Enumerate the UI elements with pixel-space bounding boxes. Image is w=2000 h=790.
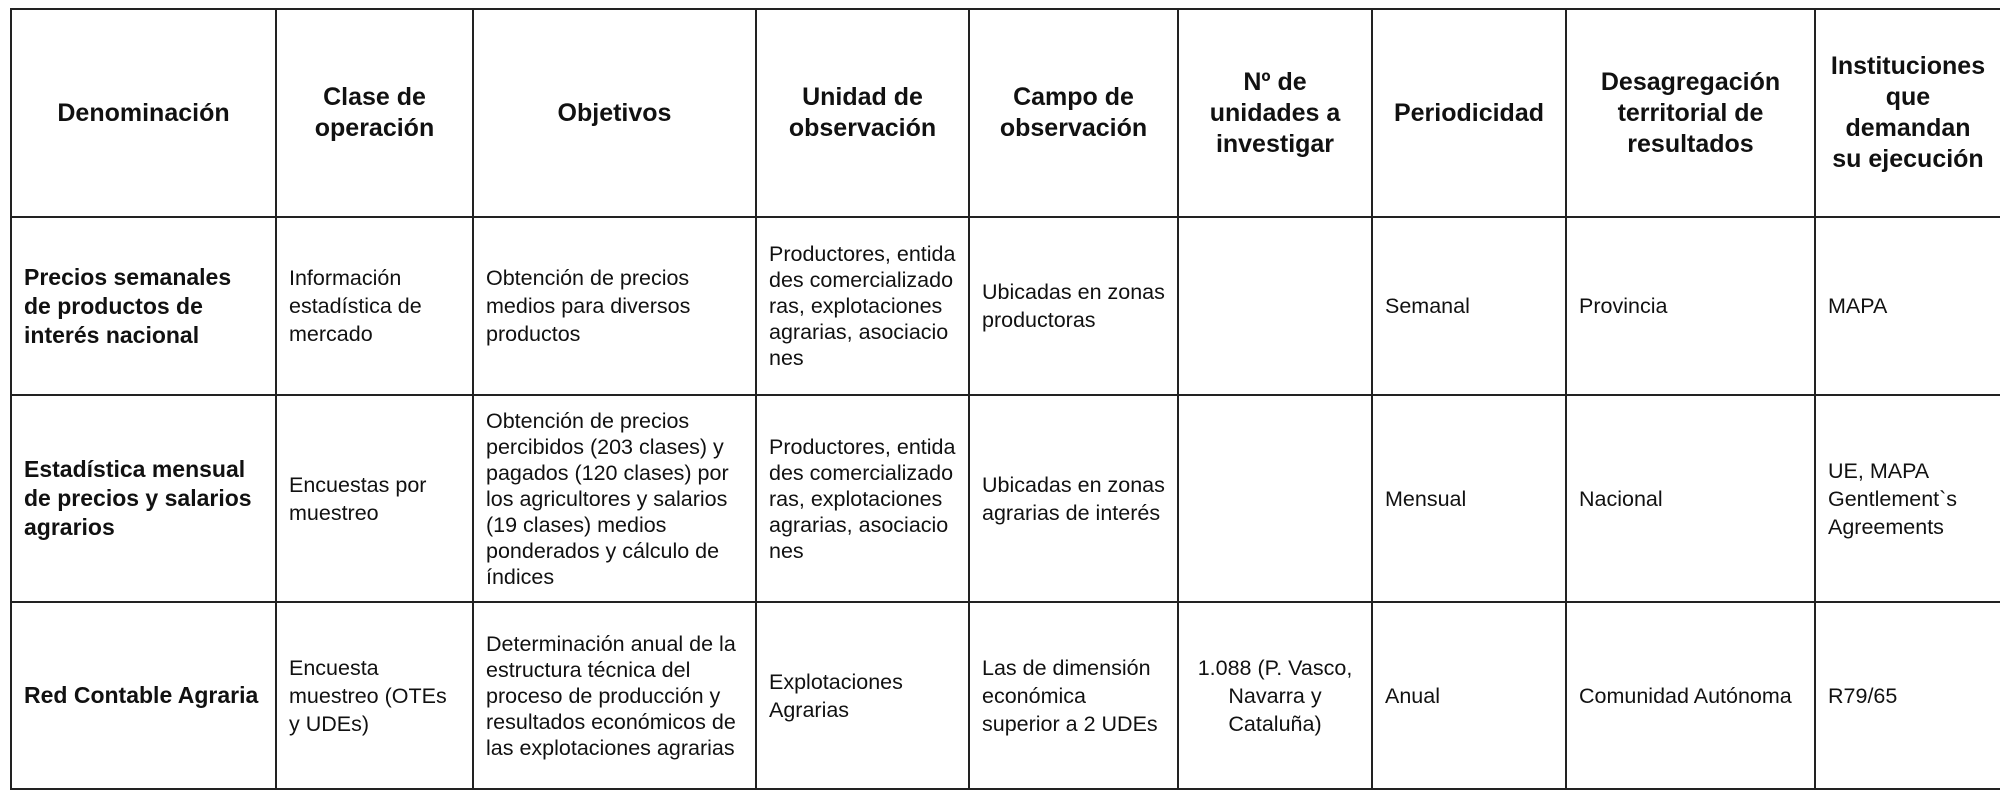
header-periodicidad: Periodicidad [1372, 9, 1566, 217]
cell-unidad: Productores, entidades comercializadoras, explotaciones agrarias, asociaciones [756, 217, 969, 395]
table-row [11, 217, 2000, 395]
cell-desagregacion: Comunidad Autónoma [1566, 602, 1815, 789]
header-instituciones: Instituciones que demandan su ejecución [1815, 9, 2000, 217]
cell-num-unidades [1178, 395, 1372, 602]
header-objetivos: Objetivos [473, 9, 756, 217]
table-row [11, 602, 2000, 789]
cell-denominacion: Red Contable Agraria [11, 602, 276, 789]
header-clase-operacion: Clase de operación [276, 9, 473, 217]
header-denominacion: Denominación [11, 9, 276, 217]
cell-num-unidades: 1.088 (P. Vasco, Navarra y Cataluña) [1178, 602, 1372, 789]
cell-periodicidad: Anual [1372, 602, 1566, 789]
header-campo-observacion: Campo de observación [969, 9, 1178, 217]
table-row [11, 395, 2000, 602]
cell-objetivos: Obtención de precios medios para diversos productos [473, 217, 756, 395]
cell-objetivos: Obtención de precios percibidos (203 clases) y pagados (120 clases) por los agricultores y salarios (19 clases) medios ponderados y cálculo de índices [473, 395, 756, 602]
operations-table [10, 8, 2000, 790]
cell-periodicidad: Mensual [1372, 395, 1566, 602]
header-row [11, 9, 2000, 217]
cell-unidad: Explotaciones Agrarias [756, 602, 969, 789]
cell-num-unidades [1178, 217, 1372, 395]
cell-periodicidad: Semanal [1372, 217, 1566, 395]
cell-objetivos: Determinación anual de la estructura técnica del proceso de producción y resultados económicos de las explotaciones agrarias [473, 602, 756, 789]
cell-clase: Información estadística de mercado [276, 217, 473, 395]
cell-campo: Ubicadas en zonas productoras [969, 217, 1178, 395]
cell-campo: Las de dimensión económica superior a 2 UDEs [969, 602, 1178, 789]
cell-instituciones: R79/65 [1815, 602, 2000, 789]
header-unidad-observacion: Unidad de observación [756, 9, 969, 217]
cell-denominacion: Precios semanales de productos de interés nacional [11, 217, 276, 395]
cell-desagregacion: Provincia [1566, 217, 1815, 395]
cell-desagregacion: Nacional [1566, 395, 1815, 602]
header-desagregacion: Desagregación territorial de resultados [1566, 9, 1815, 217]
cell-campo: Ubicadas en zonas agrarias de interés [969, 395, 1178, 602]
cell-denominacion: Estadística mensual de precios y salarios agrarios [11, 395, 276, 602]
cell-instituciones: UE, MAPA Gentlement`s Agreements [1815, 395, 2000, 602]
header-num-unidades: Nº de unidades a investigar [1178, 9, 1372, 217]
cell-unidad: Productores, entidades comercializadoras, explotaciones agrarias, asociaciones [756, 395, 969, 602]
cell-clase: Encuestas por muestreo [276, 395, 473, 602]
cell-instituciones: MAPA [1815, 217, 2000, 395]
cell-clase: Encuesta muestreo (OTEs y UDEs) [276, 602, 473, 789]
